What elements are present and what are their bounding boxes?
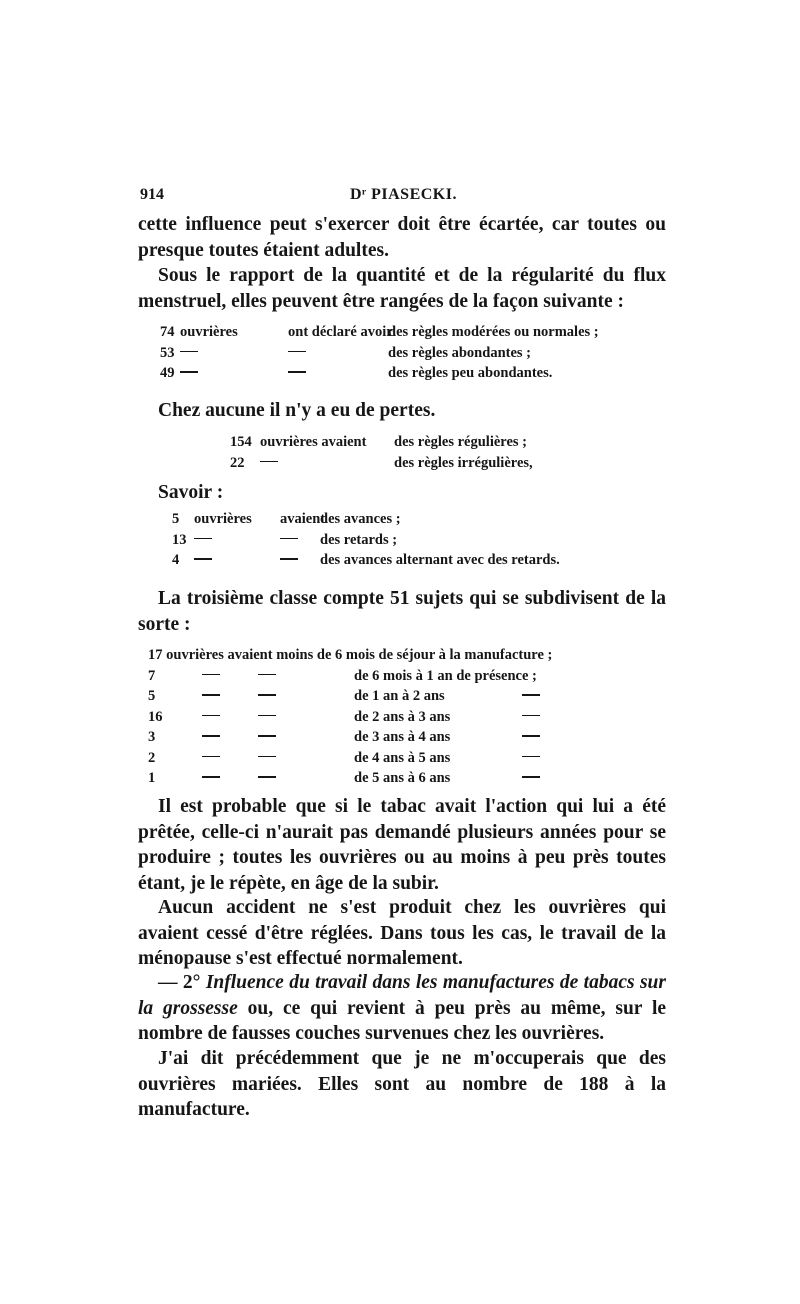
- ditto-dash: [202, 776, 220, 778]
- paragraph-7: Aucun accident ne s'est produit chez les ouvrières qui avaient cessé d'être réglées. Dans tous les cas, le travail de la ménopause s'est effectué normalement.: [138, 897, 666, 969]
- table-cell: [194, 550, 212, 571]
- table-cell: 5: [172, 511, 180, 527]
- table-cell: des règles régulières ;: [394, 434, 528, 450]
- table-row: [160, 322, 660, 343]
- table-cell: des règles abondantes ;: [388, 344, 531, 361]
- ditto-dash: [522, 694, 540, 696]
- table-cell: 22: [230, 454, 245, 471]
- table-cell: [202, 768, 220, 789]
- table-cell: 154: [230, 434, 252, 450]
- table-row: [230, 453, 630, 474]
- section-title: Influence du travail dans les manufactures de tabacs sur la grossesse: [138, 972, 666, 1019]
- section-number: — 2°: [158, 972, 206, 993]
- table-cell: 74: [160, 324, 175, 340]
- table-cell: 1: [148, 770, 156, 786]
- table-cell: [202, 707, 220, 728]
- table-cell: [258, 686, 276, 707]
- table-row: [172, 509, 632, 530]
- ditto-dash: [258, 756, 276, 758]
- table-cell: de 2 ans à 3 ans: [354, 708, 451, 725]
- ditto-dash: [288, 371, 306, 373]
- table-cell: ont déclaré avoir: [288, 324, 393, 340]
- table-cell: ouvrières: [180, 324, 238, 340]
- table-cell: [522, 768, 540, 789]
- table-row: [160, 363, 660, 384]
- page-number: 914: [140, 186, 164, 203]
- running-title: Dʳ PIASECKI.: [350, 186, 457, 203]
- regularity-table: [230, 432, 630, 473]
- table-cell: 7: [148, 667, 156, 684]
- table-cell: [258, 666, 276, 687]
- table-cell: 3: [148, 729, 156, 745]
- table-cell: de 1 an à 2 ans: [354, 688, 445, 704]
- ditto-dash: [202, 735, 220, 737]
- table-cell: [258, 748, 276, 769]
- table-cell: des règles peu abondantes.: [388, 365, 553, 381]
- paragraph-3: Chez aucune il n'y a eu de pertes.: [158, 400, 436, 421]
- table-cell: de 3 ans à 4 ans: [354, 729, 451, 745]
- table-cell: [194, 530, 212, 551]
- table-cell: [258, 727, 276, 748]
- ditto-dash: [522, 715, 540, 717]
- paragraph-9: J'ai dit précédemment que je ne m'occuperais que des ouvrières mariées. Elles sont au nombre de 188 à la manufacture.: [138, 1048, 666, 1120]
- table-cell: [288, 343, 306, 364]
- table-cell: [258, 768, 276, 789]
- ditto-dash: [202, 694, 220, 696]
- table-row: [148, 645, 658, 666]
- table-cell: de 4 ans à 5 ans: [354, 749, 451, 766]
- table-cell: de 6 mois à 1 an de présence ;: [354, 667, 537, 684]
- table-cell: des avances ;: [320, 511, 401, 527]
- table-cell: [180, 343, 198, 364]
- table-cell: [202, 666, 220, 687]
- table-cell: [202, 686, 220, 707]
- table-cell: [522, 727, 540, 748]
- ditto-dash: [258, 715, 276, 717]
- running-header: [140, 186, 670, 206]
- table-row: [148, 727, 658, 748]
- ditto-dash: [258, 694, 276, 696]
- table-row: [148, 707, 658, 728]
- table-cell: [280, 530, 298, 551]
- ditto-dash: [258, 674, 276, 676]
- table-row: [148, 748, 658, 769]
- ditto-dash: [180, 371, 198, 373]
- seniority-table: [148, 645, 658, 789]
- table-cell: des avances alternant avec des retards.: [320, 552, 560, 568]
- table-row: [148, 768, 658, 789]
- ditto-dash: [258, 735, 276, 737]
- table-row: [148, 666, 658, 687]
- ditto-dash: [288, 351, 306, 353]
- paragraph-8: [138, 970, 666, 1047]
- table-row: [160, 343, 660, 364]
- table-cell: [202, 727, 220, 748]
- irregularity-detail-table: [172, 509, 632, 571]
- paragraph-6: Il est probable que si le tabac avait l'action qui lui a été prêtée, celle-ci n'aurait pas demandé plusieurs années pour se produire ; toutes les ouvrières ou au moins à peu près toutes étant, je le répète, en âge de la subir.: [138, 796, 666, 894]
- table-row: [148, 686, 658, 707]
- table-cell: 13: [172, 531, 187, 548]
- table-cell: des règles irrégulières,: [394, 454, 533, 471]
- table-cell: [522, 686, 540, 707]
- ditto-dash: [260, 461, 278, 463]
- paragraph-1: cette influence peut s'exercer doit être écartée, car toutes ou presque toutes étaient adultes.: [138, 214, 666, 261]
- ditto-dash: [258, 776, 276, 778]
- table-cell: [288, 363, 306, 384]
- table-cell: avaient: [280, 511, 326, 527]
- table-cell: des retards ;: [320, 531, 398, 548]
- menstrual-quantity-table: [160, 322, 660, 384]
- paragraph-5: La troisième classe compte 51 sujets qui se subdivisent de la sorte :: [138, 588, 666, 635]
- ditto-dash: [194, 538, 212, 540]
- table-cell: [180, 363, 198, 384]
- table-cell: 5: [148, 688, 156, 704]
- table-row: [172, 530, 632, 551]
- table-cell: [258, 707, 276, 728]
- ditto-dash: [180, 351, 198, 353]
- table-row: [230, 432, 630, 453]
- ditto-dash: [202, 756, 220, 758]
- table-cell: 4: [172, 552, 180, 568]
- table-cell: des règles modérées ou normales ;: [388, 324, 599, 340]
- table-row: [172, 550, 632, 571]
- table-cell: [280, 550, 298, 571]
- ditto-dash: [202, 715, 220, 717]
- paragraph-4: Savoir :: [158, 482, 224, 503]
- ditto-dash: [202, 674, 220, 676]
- ditto-dash: [522, 776, 540, 778]
- table-cell: de 5 ans à 6 ans: [354, 770, 451, 786]
- table-cell: [202, 748, 220, 769]
- table-cell: 2: [148, 749, 156, 766]
- table-cell: 49: [160, 365, 175, 381]
- ditto-dash: [280, 558, 298, 560]
- table-cell: [522, 707, 540, 728]
- ditto-dash: [280, 538, 298, 540]
- table-cell: 53: [160, 344, 175, 361]
- paragraph-2: Sous le rapport de la quantité et de la régularité du flux menstruel, elles peuvent être rangées de la façon suivante :: [138, 265, 666, 312]
- section-text: ou, ce qui revient à peu près au même, sur le nombre de fausses couches survenues chez les ouvrières.: [138, 997, 667, 1044]
- ditto-dash: [522, 735, 540, 737]
- table-cell: ouvrières avaient: [260, 434, 367, 450]
- table-cell: [522, 748, 540, 769]
- table-cell: [260, 453, 278, 474]
- ditto-dash: [522, 756, 540, 758]
- table-cell: 17 ouvrières avaient moins de 6 mois de séjour à la manufacture ;: [148, 647, 553, 663]
- table-cell: ouvrières: [194, 511, 252, 527]
- ditto-dash: [194, 558, 212, 560]
- table-cell: 16: [148, 708, 163, 725]
